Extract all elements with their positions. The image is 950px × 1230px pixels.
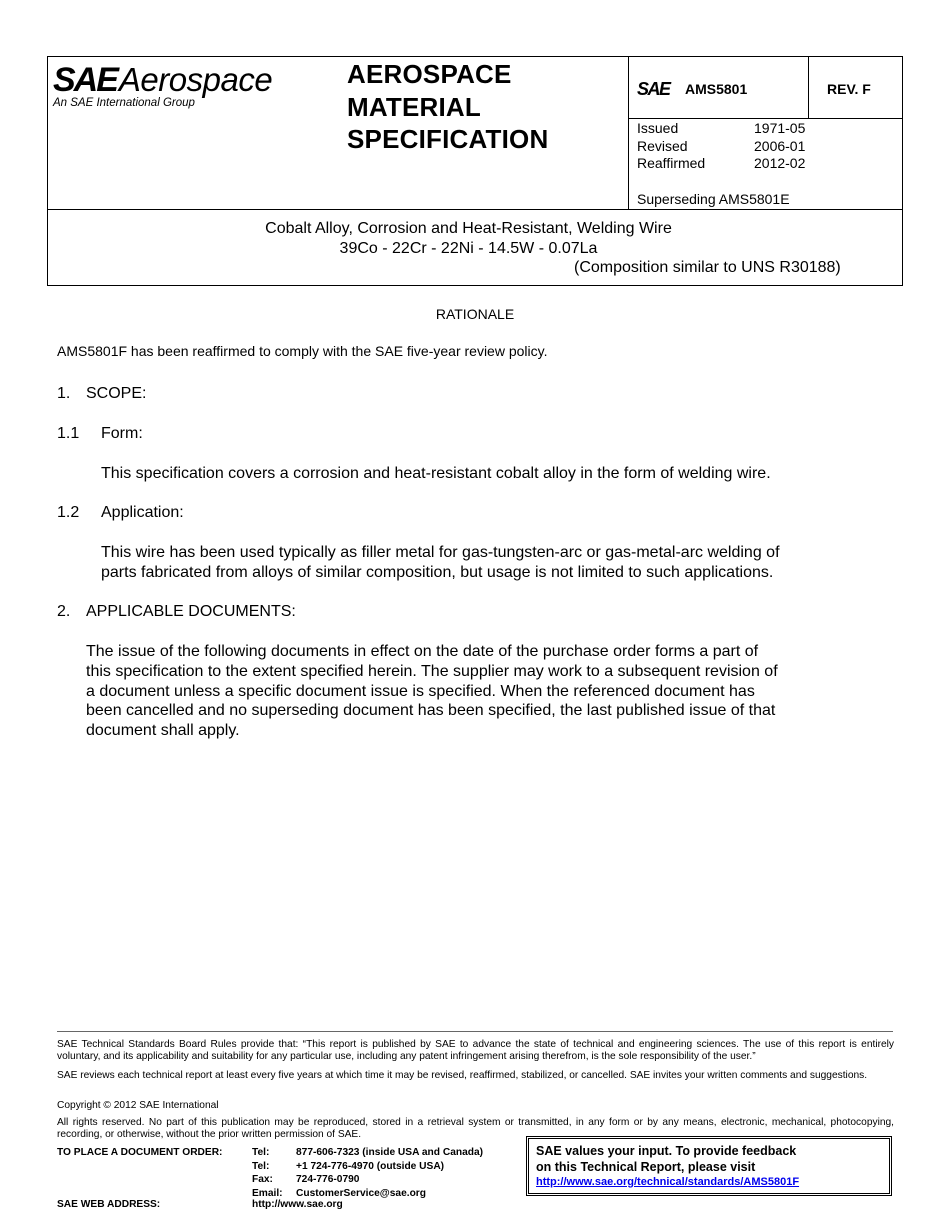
section-number: 1. [57, 385, 71, 402]
doc-type-line: SPECIFICATION [347, 124, 549, 154]
sae-aerospace-logo [53, 60, 303, 116]
paragraph-line: The issue of the following documents in effect on the date of the purchase order forms a part of [86, 643, 759, 660]
doc-type-line: MATERIAL [347, 91, 481, 122]
section-title-form: Form: [101, 425, 143, 442]
revised-date: 2006-01 [754, 137, 806, 154]
applicable-documents-paragraph [86, 642, 778, 741]
email-address[interactable]: CustomerService@sae.org [296, 1187, 426, 1199]
subject-title: Cobalt Alloy, Corrosion and Heat-Resistant, Welding Wire [265, 220, 672, 237]
paragraph-line: a document unless a specific document issue is specified. When the referenced document has [86, 682, 755, 700]
section-title-application: Application: [101, 504, 184, 521]
fax-number: 724-776-0790 [296, 1174, 360, 1186]
section-number: 2. [57, 603, 71, 620]
section-title-scope: SCOPE: [86, 385, 147, 402]
issued-label: Issued [637, 120, 679, 136]
logo-tagline: An SAE International Group [53, 97, 195, 109]
document-type-title [347, 58, 548, 156]
reaffirmed-label: Reaffirmed [637, 155, 706, 171]
feedback-box [526, 1136, 892, 1196]
header-divider-vertical [628, 57, 629, 209]
reaffirmed-date: 2012-02 [754, 155, 806, 171]
feedback-text: on this Technical Report, please visit [536, 1160, 756, 1174]
rights-notice: All rights reserved. No part of this publication may be reproduced, stored in a retrieval system or transmitted, in any form or by any means, electronic, mechanical, photocopying, recording, or otherwise, without the prior written permission of SAE. [57, 1117, 894, 1141]
feedback-text: SAE values your input. To provide feedback [536, 1144, 797, 1158]
feedback-link[interactable]: http://www.sae.org/technical/standards/AMS5801F [536, 1176, 800, 1188]
logo-name: Aerospace [118, 61, 273, 98]
phone-international: +1 724-776-4970 (outside USA) [296, 1160, 445, 1172]
order-label: TO PLACE A DOCUMENT ORDER: [57, 1147, 223, 1158]
web-address-link[interactable]: http://www.sae.org [252, 1199, 343, 1210]
revision-label: REV. F [827, 81, 871, 97]
contact-label: Tel: [252, 1160, 270, 1172]
paragraph-line: This wire has been used typically as filler metal for gas-tungsten-arc or gas-metal-arc welding of [101, 544, 780, 561]
review-policy-notice: SAE reviews each technical report at least every five years at which time it may be revised, reaffirmed, stabilized, or cancelled. SAE invites your written comments and suggestions. [57, 1070, 868, 1081]
subject-uns-note: (Composition similar to UNS R30188) [574, 259, 841, 276]
header-divider-number [628, 118, 903, 119]
subject-composition: 39Co - 22Cr - 22Ni - 14.5W - 0.07La [339, 239, 598, 257]
board-rules-notice: SAE Technical Standards Board Rules provide that: “This report is published by SAE to advance the state of technical and engineering sciences. The use of this report is entirely voluntary, and its applicability and suitability for any particular use, including any patent infringement arising therefrom, is the sole responsibility of the user.” [57, 1039, 894, 1063]
application-paragraph [101, 543, 780, 583]
superseding-note: Superseding AMS5801E [637, 191, 790, 207]
copyright-notice: Copyright © 2012 SAE International [57, 1100, 219, 1111]
paragraph-line: this specification to the extent specified herein. The supplier may work to a subsequent revision of [86, 662, 778, 680]
logo-brand: SAE [53, 61, 117, 99]
header-divider-subject [48, 209, 903, 210]
contact-label: Fax: [252, 1174, 273, 1186]
section-number: 1.1 [57, 425, 80, 442]
issued-date: 1971-05 [754, 120, 806, 136]
section-number: 1.2 [57, 504, 80, 521]
document-number: AMS5801 [685, 81, 748, 97]
phone-domestic: 877-606-7323 (inside USA and Canada) [296, 1147, 484, 1158]
rationale-text: AMS5801F has been reaffirmed to comply with the SAE five-year review policy. [57, 343, 548, 359]
rationale-heading: RATIONALE [435, 306, 515, 322]
paragraph-line: been cancelled and no superseding document has been specified, the last published issue of that [86, 702, 776, 720]
paragraph-line: document shall apply. [86, 722, 240, 740]
contact-label: Email: [252, 1187, 283, 1199]
web-address-label: SAE WEB ADDRESS: [57, 1199, 161, 1210]
paragraph-line: parts fabricated from alloys of similar composition, but usage is not limited to such applications. [101, 563, 774, 581]
section-title-applicable-documents: APPLICABLE DOCUMENTS: [86, 603, 296, 620]
footer-divider [57, 1031, 893, 1032]
header-divider-rev [808, 57, 809, 119]
form-paragraph: This specification covers a corrosion and heat-resistant cobalt alloy in the form of welding wire. [101, 465, 771, 482]
doc-type-line: AEROSPACE [347, 59, 512, 89]
sae-mini-logo: SAE [637, 79, 670, 99]
contact-label: Tel: [252, 1147, 270, 1158]
revised-label: Revised [637, 137, 688, 154]
